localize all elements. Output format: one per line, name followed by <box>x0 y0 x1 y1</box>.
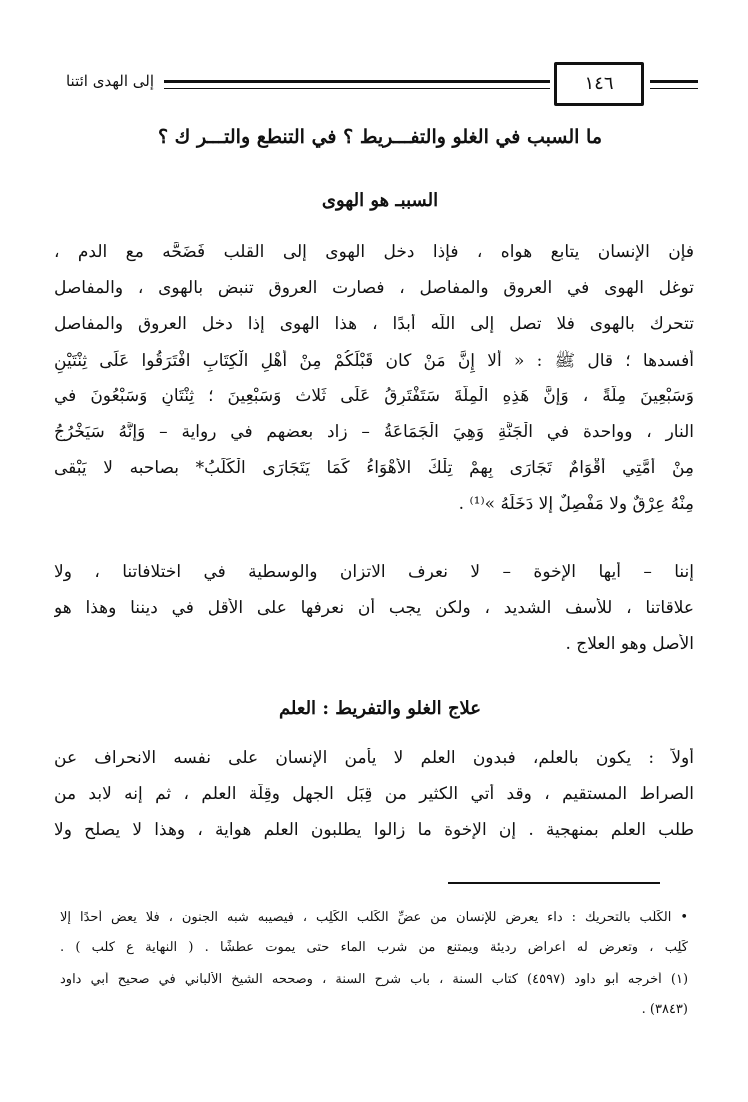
paragraph-line: مِنْهُ عِرْقٌ ولا مَفْصِلٌ إلا دَخَلَهُ »⁽¹⁾ . <box>458 494 694 514</box>
section-heading: ما السبب في الغلو والتفـــريط ؟ في التنطع والتـــر ك ؟ <box>157 126 602 148</box>
paragraph-line: علاقاتنا ، للأسف الشديد ، ولكن يجب أن نعرفها على الأقل في ديننا وهذا هو <box>54 598 694 618</box>
page-number: ١٤٦ <box>554 62 644 106</box>
paragraph-line: وَسَبْعِينَ مِلَّةً ، وَإِنَّ هَذِهِ الْمِلَّةَ سَتَفْتَرِقُ عَلَى ثَلاث وَسَبْعِينَ ؛ ثِنْتَانِ وَسَبْعُونَ في <box>54 386 694 406</box>
running-header <box>62 58 698 104</box>
sub-heading: السببـ هو الهوى <box>321 190 439 211</box>
paragraph-line: توغل الهوى في العروق والمفاصل ، فصارت العروق تنبض بالهوى ، والمفاصل <box>54 278 694 298</box>
paragraph-line: أفسدها ؛ قال ﷺ : « أَلا إِنَّ مَنْ كان قَبْلَكُمْ مِنْ أَهْلِ الْكِتَابِ افْتَرَقُوا عَلَى ثِنْتَيْنِ <box>54 351 694 371</box>
footnote-line: (٣٨٤٣) . <box>641 1002 688 1017</box>
paragraph-line: تتحرك بالهوى فلا تصل إلى اللّه أبدًا ، هذا الهوى إذا دخل العروق والمفاصل <box>54 314 694 334</box>
header-rule-tail <box>650 80 698 89</box>
footnote-rule <box>448 882 660 884</box>
paragraph-line: طلب العلم بمنهجية . إن الإخوة ما زالوا يطلبون العلم هواية ، وهذا لا يصلح ولا <box>54 820 694 840</box>
paragraph-line: إننا – أيها الإخوة – لا نعرف الاتزان والوسطية في اختلافاتنا ، ولا <box>54 562 694 582</box>
book-title: إلى الهدى ائتنا <box>65 72 154 90</box>
paragraph-line: النار ، وواحدة في الْجَنَّةِ وَهِيَ الْجَمَاعَةُ – زاد بعضهم في رواية – وَإِنَّهُ سَيَخْرُجُ <box>54 422 694 442</box>
paragraph-line: فإن الإنسان يتابع هواه ، فإذا دخل الهوى إلى القلب فَضَحَّه مع الدم ، <box>54 242 694 262</box>
section-heading: علاج الغلو والتفريط : العلم <box>278 698 482 719</box>
paragraph-line: الأصل وهو العلاج . <box>565 634 694 654</box>
footnote-line: (١) أخرجه أبو داود (٤٥٩٧) كتاب السنة ، باب شرح السنة ، وصححه الشيخ الألباني في صحيح أبي داود <box>60 972 688 987</box>
paragraph-line: الصراط المستقيم ، وقد أُتي الكثير من قِبَل الجهل وقِلَّة العلم ، ثم إنه لابد من <box>54 784 694 804</box>
header-rule <box>164 80 550 89</box>
paragraph-line: أولاً : يكون بالعلم، فبدون العلم لا يأمن الإنسان على نفسه الانحراف عن <box>54 748 694 768</box>
paragraph-line: مِنْ أُمَّتِي أَقْوَامٌ تَجَارَى بِهِمْ تِلْكَ الأَهْوَاءُ كَمَا يَتَجَارَى الْكَلَبُ* بصاحبه لا يَبْقى <box>54 458 694 478</box>
footnote-line: • الكَلَب بالتحريك : داء يعرض للإنسان من عضِّ الكَلْب الكَلِب ، فيصيبه شبه الجنون ، فلا يعض أحدًا إلا <box>60 910 688 925</box>
footnote-line: كَلِب ، وتعرض له أعراض رديئة ويمتنع من شرب الماء حتى يموت عطشًا . ( النهاية ع كلب ) . <box>60 940 688 955</box>
